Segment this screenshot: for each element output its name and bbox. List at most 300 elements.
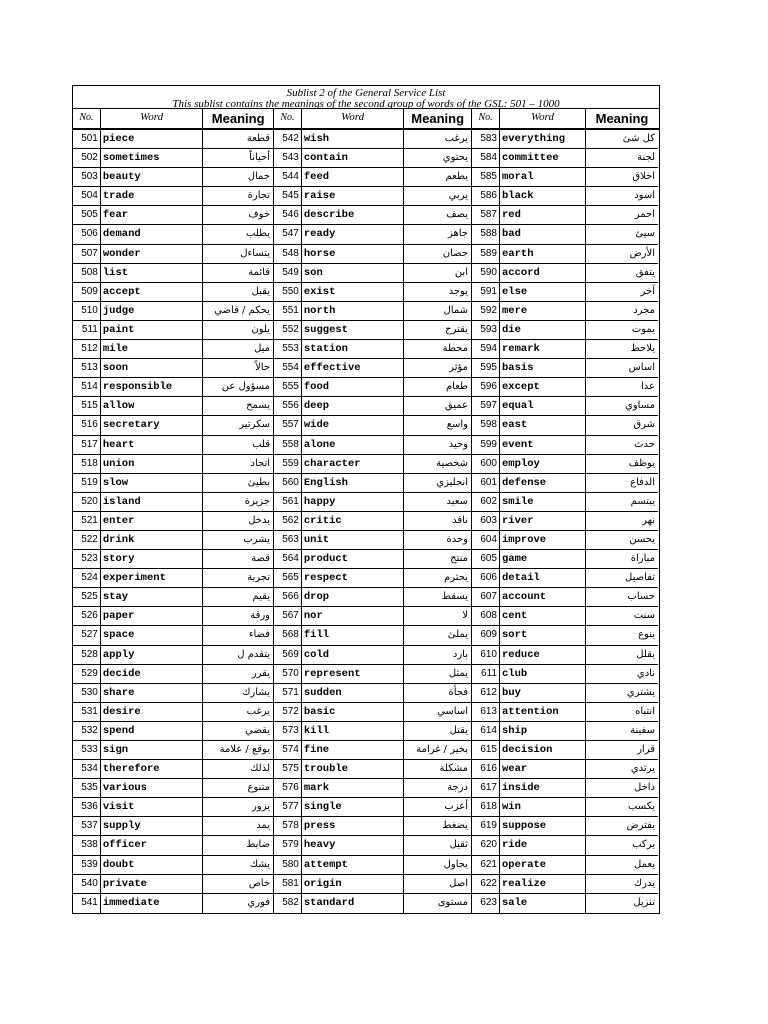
english-word: committee <box>500 149 586 167</box>
english-word: black <box>500 187 586 205</box>
table-row <box>472 225 658 244</box>
word-number: 533 <box>73 741 101 759</box>
arabic-meaning: يقتل <box>449 724 468 736</box>
english-word: ready <box>302 225 404 243</box>
arabic-meaning: يموت <box>631 323 655 335</box>
table-row <box>73 149 273 168</box>
table-row <box>274 665 471 684</box>
word-number: 613 <box>472 703 500 721</box>
word-number: 603 <box>472 512 500 530</box>
arabic-meaning: يزور <box>252 801 271 813</box>
word-number: 517 <box>73 436 101 454</box>
arabic-meaning: احمر <box>634 209 655 221</box>
word-number: 609 <box>472 626 500 644</box>
table-row <box>73 225 273 244</box>
word-number: 620 <box>472 836 500 854</box>
arabic-meaning: محطة <box>442 343 468 355</box>
table-row <box>73 817 273 836</box>
word-number: 570 <box>274 665 302 683</box>
english-word: happy <box>302 493 404 511</box>
english-word: product <box>302 550 404 568</box>
arabic-meaning: ميل <box>254 343 271 355</box>
arabic-meaning: مشكلة <box>439 763 468 775</box>
word-number: 551 <box>274 302 302 320</box>
table-row <box>73 646 273 665</box>
table-subtitle: This sublist contains the meanings of the second group of words of the GSL: 501 – 1000 <box>172 98 560 109</box>
english-word: heart <box>101 436 203 454</box>
table-row <box>274 149 471 168</box>
arabic-meaning: يبتسم <box>630 495 655 507</box>
arabic-meaning: يرغب <box>444 133 468 144</box>
english-word: bad <box>500 225 586 243</box>
english-word: kill <box>302 722 404 740</box>
word-number: 582 <box>274 894 302 913</box>
word-number: 550 <box>274 283 302 301</box>
table-row <box>73 550 273 569</box>
table-row <box>472 149 658 168</box>
word-number: 529 <box>73 665 101 683</box>
arabic-meaning: خوف <box>248 209 271 221</box>
header-group-3 <box>472 109 658 128</box>
word-number: 598 <box>472 416 500 434</box>
table-row <box>274 359 471 378</box>
english-word: supply <box>101 817 203 835</box>
arabic-meaning: شمال <box>443 304 468 316</box>
word-number: 592 <box>472 302 500 320</box>
table-row <box>274 856 471 875</box>
table-row <box>274 474 471 493</box>
arabic-meaning: يركب <box>632 839 655 851</box>
table-row <box>274 340 471 359</box>
table-row <box>274 206 471 225</box>
table-row <box>73 206 273 225</box>
word-number: 596 <box>472 378 500 396</box>
english-word: game <box>500 550 586 568</box>
table-row <box>472 264 658 283</box>
english-word: club <box>500 665 586 683</box>
table-row <box>274 817 471 836</box>
arabic-meaning: تفاصيل <box>625 572 655 584</box>
word-number: 591 <box>472 283 500 301</box>
word-number: 538 <box>73 836 101 854</box>
table-row <box>73 283 273 302</box>
arabic-meaning: لذلك <box>250 763 271 775</box>
word-number: 589 <box>472 245 500 263</box>
table-row <box>274 550 471 569</box>
english-word: ride <box>500 836 586 854</box>
table-row <box>472 378 658 397</box>
table-row <box>472 168 658 187</box>
table-row <box>73 741 273 760</box>
table-title-block <box>73 86 659 109</box>
english-word: slow <box>101 474 203 492</box>
english-word: mile <box>101 340 203 358</box>
word-number: 571 <box>274 684 302 702</box>
arabic-meaning: أعزب <box>444 801 468 813</box>
english-word: account <box>500 588 586 606</box>
arabic-meaning: يقرر <box>251 667 271 679</box>
word-number: 564 <box>274 550 302 568</box>
table-row <box>472 206 658 225</box>
table-row <box>472 856 658 875</box>
arabic-meaning: منتج <box>450 553 468 565</box>
arabic-meaning: اخلاق <box>632 171 655 183</box>
english-word: basic <box>302 703 404 721</box>
english-word: enter <box>101 512 203 530</box>
word-number: 520 <box>73 493 101 511</box>
table-row <box>472 359 658 378</box>
arabic-meaning: يقيم <box>252 591 271 603</box>
arabic-meaning: الأرض <box>629 247 655 259</box>
word-number: 552 <box>274 321 302 339</box>
arabic-meaning: يحترم <box>444 572 468 584</box>
word-number: 501 <box>73 130 101 148</box>
word-number: 565 <box>274 569 302 587</box>
table-row <box>73 455 273 474</box>
arabic-meaning: خاص <box>248 877 271 889</box>
word-number: 593 <box>472 321 500 339</box>
arabic-meaning: يوقع / علامة <box>219 744 271 755</box>
table-row <box>472 436 658 455</box>
arabic-meaning: سنت <box>633 610 655 622</box>
header-meaning: Meaning <box>411 111 465 126</box>
table-row <box>472 684 658 703</box>
arabic-meaning: يطعم <box>445 171 468 183</box>
table-row <box>73 436 273 455</box>
table-row <box>274 741 471 760</box>
english-word: alone <box>302 436 404 454</box>
english-word: sudden <box>302 684 404 702</box>
english-word: character <box>302 455 404 473</box>
english-word: immediate <box>101 894 203 913</box>
word-number: 575 <box>274 760 302 778</box>
english-word: fine <box>302 741 404 759</box>
word-number: 547 <box>274 225 302 243</box>
english-word: apply <box>101 646 203 664</box>
table-row <box>472 531 658 550</box>
table-row <box>472 512 658 531</box>
english-word: single <box>302 798 404 816</box>
word-number: 546 <box>274 206 302 224</box>
table-row <box>274 531 471 550</box>
arabic-meaning: يشتري <box>626 686 655 698</box>
header-group-1 <box>73 109 274 128</box>
arabic-meaning: يصف <box>446 209 468 221</box>
table-row <box>472 455 658 474</box>
english-word: basis <box>500 359 586 377</box>
arabic-meaning: تجربة <box>247 572 271 584</box>
arabic-meaning: يفترض <box>626 820 655 832</box>
table-row <box>472 340 658 359</box>
word-number: 544 <box>274 168 302 186</box>
arabic-meaning: يرغب <box>246 705 271 717</box>
table-row <box>274 607 471 626</box>
table-row <box>274 512 471 531</box>
table-row <box>73 264 273 283</box>
table-row <box>73 588 273 607</box>
english-word: contain <box>302 149 404 167</box>
table-row <box>274 168 471 187</box>
arabic-meaning: قطعة <box>246 133 271 144</box>
word-number: 509 <box>73 283 101 301</box>
arabic-meaning: يتقدم ل <box>237 648 271 660</box>
english-word: wonder <box>101 245 203 263</box>
english-word: sale <box>500 894 586 913</box>
arabic-meaning: يوجد <box>448 285 468 297</box>
word-number: 535 <box>73 779 101 797</box>
english-word: origin <box>302 875 404 893</box>
english-word: soon <box>101 359 203 377</box>
table-row <box>274 569 471 588</box>
word-number: 583 <box>472 130 500 148</box>
english-word: everything <box>500 130 586 148</box>
english-word: piece <box>101 130 203 148</box>
english-word: son <box>302 264 404 282</box>
word-number: 602 <box>472 493 500 511</box>
table-row <box>73 684 273 703</box>
english-word: nor <box>302 607 404 625</box>
word-number: 557 <box>274 416 302 434</box>
word-number: 623 <box>472 894 500 913</box>
word-number: 553 <box>274 340 302 358</box>
english-word: fill <box>302 626 404 644</box>
english-word: share <box>101 684 203 702</box>
arabic-meaning: يقلل <box>636 648 655 660</box>
word-number: 585 <box>472 168 500 186</box>
word-number: 574 <box>274 741 302 759</box>
word-column-group-2 <box>274 130 472 913</box>
english-word: river <box>500 512 586 530</box>
english-word: buy <box>500 684 586 702</box>
word-number: 516 <box>73 416 101 434</box>
word-number: 601 <box>472 474 500 492</box>
word-number: 573 <box>274 722 302 740</box>
arabic-meaning: سيئ <box>635 228 655 240</box>
english-word: cent <box>500 607 586 625</box>
table-row <box>472 626 658 645</box>
word-number: 523 <box>73 550 101 568</box>
table-row <box>472 245 658 264</box>
word-number: 615 <box>472 741 500 759</box>
word-number: 572 <box>274 703 302 721</box>
word-number: 587 <box>472 206 500 224</box>
word-number: 606 <box>472 569 500 587</box>
english-word: raise <box>302 187 404 205</box>
table-row <box>73 302 273 321</box>
english-word: represent <box>302 665 404 683</box>
word-number: 512 <box>73 340 101 358</box>
arabic-meaning: اساس <box>628 362 655 374</box>
table-row <box>73 340 273 359</box>
word-number: 561 <box>274 493 302 511</box>
arabic-meaning: لجنة <box>637 152 655 164</box>
english-word: accord <box>500 264 586 282</box>
english-word: smile <box>500 493 586 511</box>
word-number: 532 <box>73 722 101 740</box>
arabic-meaning: مستوى <box>437 896 468 908</box>
word-number: 562 <box>274 512 302 530</box>
table-row <box>472 894 658 913</box>
arabic-meaning: تنزيل <box>633 896 655 908</box>
table-row <box>472 569 658 588</box>
english-word: wear <box>500 760 586 778</box>
english-word: north <box>302 302 404 320</box>
table-row <box>274 436 471 455</box>
arabic-meaning: شرق <box>633 419 655 431</box>
word-number: 579 <box>274 836 302 854</box>
word-number: 614 <box>472 722 500 740</box>
word-number: 619 <box>472 817 500 835</box>
table-row <box>274 264 471 283</box>
english-word: defense <box>500 474 586 492</box>
table-row <box>73 703 273 722</box>
arabic-meaning: قلب <box>252 438 271 450</box>
english-word: heavy <box>302 836 404 854</box>
arabic-meaning: سفينة <box>630 724 655 736</box>
table-row <box>472 817 658 836</box>
english-word: spend <box>101 722 203 740</box>
arabic-meaning: حدث <box>634 438 655 450</box>
arabic-meaning: ثقيل <box>449 839 468 851</box>
english-word: critic <box>302 512 404 530</box>
arabic-meaning: أحياناً <box>249 152 271 164</box>
table-row <box>73 836 273 855</box>
english-word: sometimes <box>101 149 203 167</box>
arabic-meaning: يشرب <box>243 533 271 545</box>
header-word: Word <box>101 109 203 128</box>
table-row <box>472 321 658 340</box>
word-number: 540 <box>73 875 101 893</box>
table-row <box>73 626 273 645</box>
table-row <box>73 798 273 817</box>
arabic-meaning: يملئ <box>447 629 468 641</box>
table-row <box>274 588 471 607</box>
arabic-meaning: بخير / غرامة <box>416 744 468 755</box>
arabic-meaning: مسؤول عن <box>221 381 271 393</box>
english-word: island <box>101 493 203 511</box>
word-number: 504 <box>73 187 101 205</box>
arabic-meaning: ورقة <box>250 610 271 622</box>
table-row <box>274 703 471 722</box>
word-number: 555 <box>274 378 302 396</box>
word-number: 519 <box>73 474 101 492</box>
header-meaning: Meaning <box>595 111 649 126</box>
header-no: No. <box>73 109 101 128</box>
table-row <box>274 646 471 665</box>
english-word: allow <box>101 397 203 415</box>
english-word: trouble <box>302 760 404 778</box>
word-number: 530 <box>73 684 101 702</box>
table-row <box>274 455 471 474</box>
table-row <box>73 474 273 493</box>
english-word: exist <box>302 283 404 301</box>
english-word: die <box>500 321 586 339</box>
word-number: 515 <box>73 397 101 415</box>
english-word: respect <box>302 569 404 587</box>
table-row <box>73 665 273 684</box>
english-word: drink <box>101 531 203 549</box>
column-header-row <box>73 109 659 130</box>
english-word: food <box>302 378 404 396</box>
table-row <box>274 397 471 416</box>
english-word: officer <box>101 836 203 854</box>
english-word: paper <box>101 607 203 625</box>
table-row <box>472 798 658 817</box>
arabic-meaning: كل شئ <box>622 133 655 144</box>
table-row <box>73 722 273 741</box>
arabic-meaning: يلاحظ <box>630 343 655 355</box>
word-number: 605 <box>472 550 500 568</box>
table-row <box>472 416 658 435</box>
english-word: operate <box>500 856 586 874</box>
table-row <box>472 607 658 626</box>
english-word: sort <box>500 626 586 644</box>
arabic-meaning: فوري <box>247 896 271 908</box>
english-word: deep <box>302 397 404 415</box>
arabic-meaning: آخر <box>640 285 655 297</box>
table-row <box>73 378 273 397</box>
word-number: 521 <box>73 512 101 530</box>
word-number: 611 <box>472 665 500 683</box>
table-row <box>73 359 273 378</box>
arabic-meaning: يلون <box>251 323 271 335</box>
english-word: inside <box>500 779 586 797</box>
arabic-meaning: اتحاد <box>250 457 271 469</box>
table-row <box>472 875 658 894</box>
header-group-2 <box>274 109 472 128</box>
table-row <box>472 722 658 741</box>
arabic-meaning: ضابط <box>246 839 271 851</box>
arabic-meaning: درجة <box>447 782 468 794</box>
arabic-meaning: ناقد <box>452 514 468 526</box>
word-number: 539 <box>73 856 101 874</box>
word-number: 616 <box>472 760 500 778</box>
english-word: demand <box>101 225 203 243</box>
arabic-meaning: يقبل <box>251 285 271 297</box>
word-number: 548 <box>274 245 302 263</box>
word-number: 503 <box>73 168 101 186</box>
word-number: 531 <box>73 703 101 721</box>
table-row <box>274 416 471 435</box>
arabic-meaning: يحسن <box>629 533 655 545</box>
table-row <box>472 283 658 302</box>
word-number: 525 <box>73 588 101 606</box>
table-row <box>73 245 273 264</box>
arabic-meaning: مؤثر <box>449 362 468 374</box>
english-word: wish <box>302 130 404 148</box>
arabic-meaning: يمد <box>256 820 271 832</box>
word-column-group-3 <box>472 130 658 913</box>
arabic-meaning: يمثل <box>448 667 468 679</box>
arabic-meaning: اصل <box>449 877 468 889</box>
word-number: 621 <box>472 856 500 874</box>
word-number: 610 <box>472 646 500 664</box>
english-word: win <box>500 798 586 816</box>
word-number: 580 <box>274 856 302 874</box>
arabic-meaning: وحيد <box>448 438 468 450</box>
table-row <box>274 225 471 244</box>
word-number: 560 <box>274 474 302 492</box>
table-row <box>274 798 471 817</box>
arabic-meaning: يتساءل <box>240 247 271 259</box>
english-word: employ <box>500 455 586 473</box>
arabic-meaning: قائمة <box>248 266 271 278</box>
header-word: Word <box>500 109 586 128</box>
table-row <box>274 302 471 321</box>
arabic-meaning: بطيئ <box>247 476 271 488</box>
arabic-meaning: حصان <box>442 247 468 259</box>
word-number: 584 <box>472 149 500 167</box>
